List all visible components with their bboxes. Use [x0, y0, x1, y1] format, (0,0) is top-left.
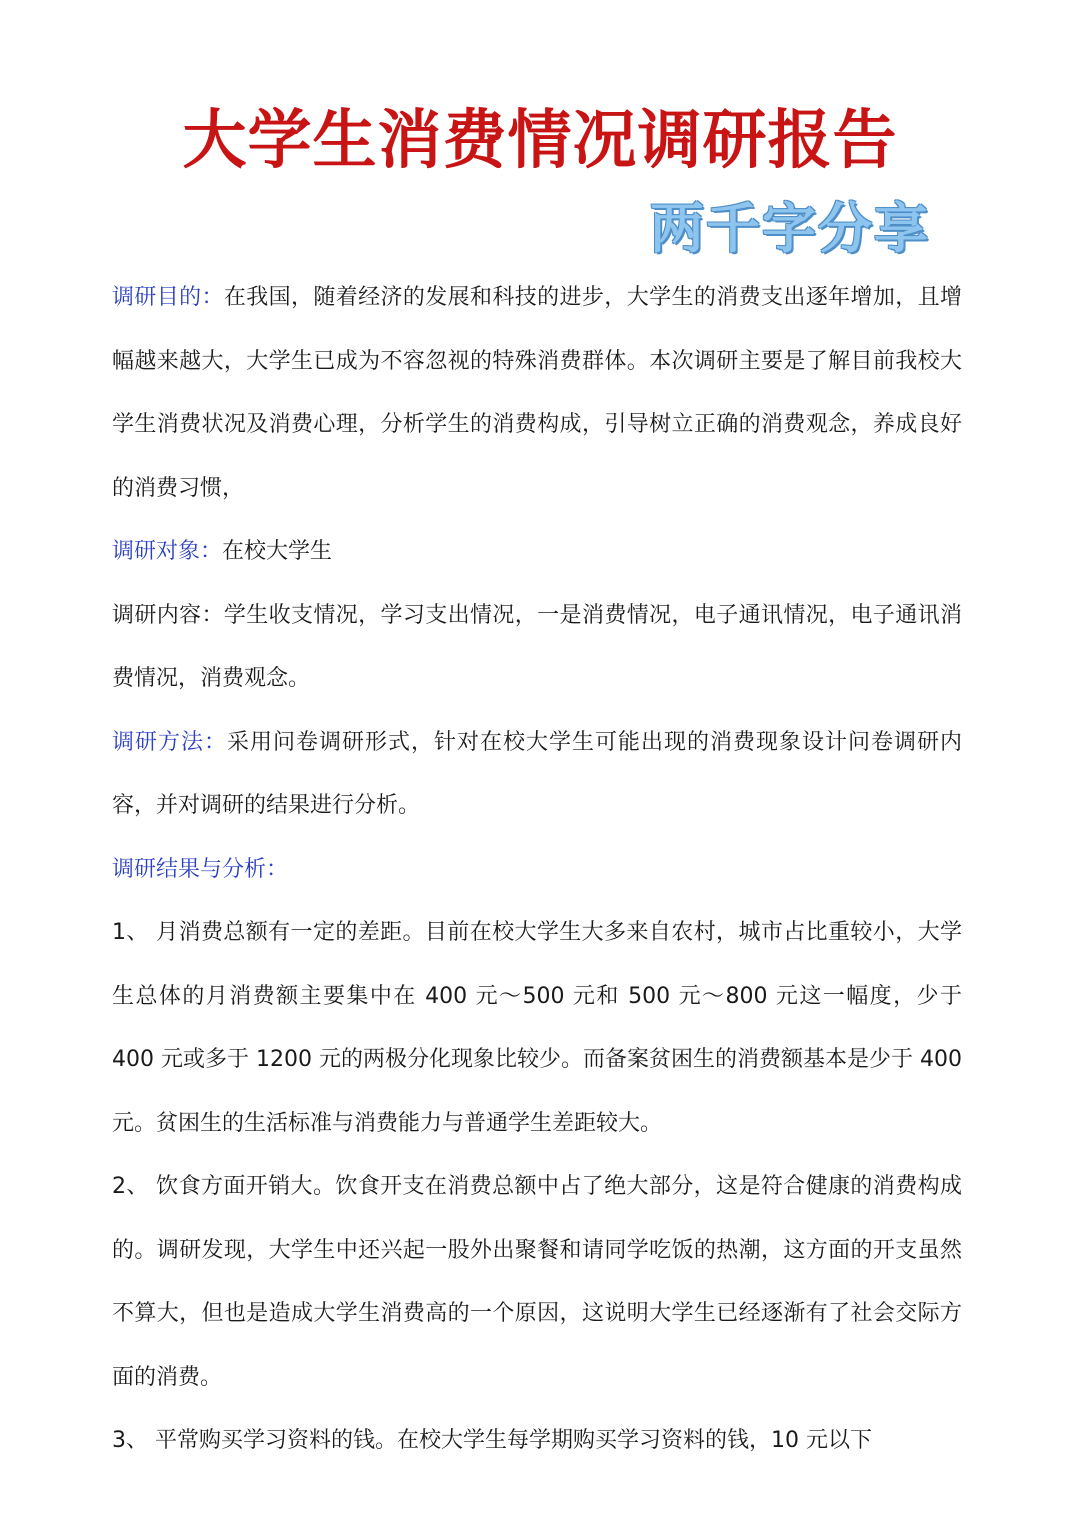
method-text: 采用问卷调研形式，针对在校大学生可能出现的消费现象设计问卷调研内容，并对调研的结果进行分析。: [112, 729, 962, 818]
report-body: [112, 266, 962, 1473]
target-label: 调研对象：: [112, 539, 223, 564]
result-item-2: 2、 饮食方面开销大。饮食开支在消费总额中占了绝大部分，这是符合健康的消费构成的。调研发现，大学生中还兴起一股外出聚餐和请同学吃饭的热潮，这方面的开支虽然不算大，但也是造成大学生消费高的一个原因，这说明大学生已经逐渐有了社会交际方面的消费。: [112, 1174, 962, 1390]
document-title: 大学生消费情况调研报告: [182, 104, 898, 178]
document-subtitle: 两千字分享: [650, 197, 930, 260]
method-paragraph: [112, 711, 962, 838]
target-paragraph: [112, 520, 962, 584]
content-paragraph: 调研内容：学生收支情况，学习支出情况，一是消费情况，电子通讯情况，电子通讯消费情况，消费观念。: [112, 602, 962, 691]
method-label: 调研方法：: [112, 729, 227, 755]
purpose-paragraph: [112, 266, 962, 520]
result-item-1: 1、 月消费总额有一定的差距。目前在校大学生大多来自农村，城市占比重较小，大学生总体的月消费额主要集中在 400 元～500 元和 500 元～800 元这一幅度，少于 400 元或多于 1200 元的两极分化现象比较少。而备案贫困生的消费额基本是少于 400 元。贫困生的生活标准与消费能力与普通学生差距较大。: [112, 920, 962, 1136]
purpose-text: 在我国，随着经济的发展和科技的进步，大学生的消费支出逐年增加，且增幅越来越大，大学生已成为不容忽视的特殊消费群体。本次调研主要是了解目前我校大学生消费状况及消费心理，分析学生的消费构成，引导树立正确的消费观念，养成良好的消费习惯，: [112, 285, 962, 501]
result-item-3: 3、 平常购买学习资料的钱。在校大学生每学期购买学习资料的钱，10 元以下: [112, 1428, 872, 1453]
results-heading: [112, 838, 962, 902]
target-text: 在校大学生: [222, 539, 333, 564]
purpose-label: 调研目的：: [112, 285, 224, 310]
results-label: 调研结果与分析：: [112, 856, 289, 882]
